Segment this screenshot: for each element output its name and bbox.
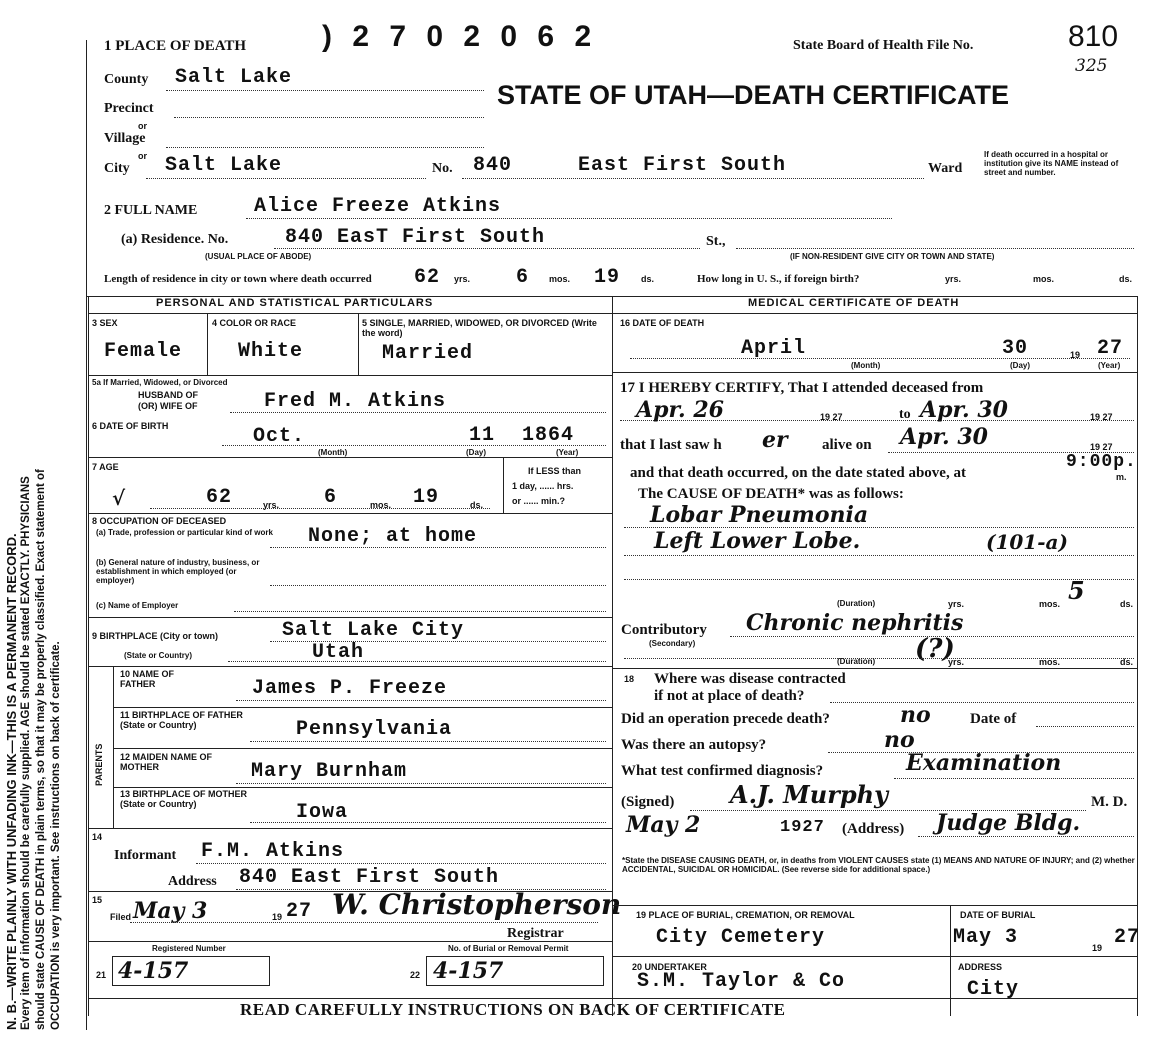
age-ds-label: ds.: [470, 500, 484, 510]
sex-label: 3 SEX: [92, 318, 118, 328]
frame-left-border: [86, 40, 87, 1030]
age-ds: 19: [413, 486, 440, 509]
duration-caption-2: (Duration): [837, 657, 876, 666]
length-ds-label: ds.: [641, 274, 655, 284]
sex-value: Female: [104, 340, 183, 363]
to-label: to: [899, 407, 911, 422]
full-name-label: 2 FULL NAME: [104, 203, 198, 218]
spouse-value: Fred M. Atkins: [264, 390, 447, 413]
father-value: James P. Freeze: [252, 677, 448, 700]
length-residence-label: Length of residence in city or town where death occurred: [104, 273, 372, 285]
marital-label: 5 SINGLE, MARRIED, WIDOWED, OR DIVORCED (Write the word): [362, 318, 597, 338]
father-label: 10 NAME OF FATHER: [120, 669, 175, 689]
filed-label: Filed: [110, 912, 132, 922]
occupation-a: (a) Trade, profession or particular kind of work: [96, 528, 273, 537]
street-no-label: No.: [432, 161, 453, 176]
age-label: 7 AGE: [92, 462, 119, 472]
occupation-c: (c) Name of Employer: [96, 601, 179, 610]
operation-value: no: [900, 702, 931, 728]
duration-ds-value: 5: [1068, 576, 1085, 605]
certify-label: 17 I HEREBY CERTIFY, That I attended deceased from: [620, 380, 984, 396]
duration-mos-2: mos.: [1039, 657, 1061, 667]
length-mos-value: 6: [516, 266, 530, 289]
less-than-a: If LESS than: [528, 466, 582, 476]
test-value: Examination: [906, 750, 1062, 776]
informant-value: F.M. Atkins: [201, 840, 345, 863]
residence-st-label: St.,: [706, 234, 726, 249]
secondary-caption: (Secondary): [649, 639, 696, 648]
mother-value: Mary Burnham: [251, 760, 408, 783]
signed-date: May 2: [626, 812, 701, 838]
death-year-caption: (Year): [1098, 361, 1121, 370]
informant-address-value: 840 East First South: [239, 866, 500, 889]
burial-place-value: City Cemetery: [656, 926, 826, 949]
test-label: What test confirmed diagnosis?: [621, 763, 824, 779]
ward-note: If death occurred in a hospital or institution give its NAME instead of street and number.: [984, 150, 1119, 177]
filed-year: 27: [286, 900, 313, 923]
death-day-caption: (Day): [1010, 361, 1031, 370]
birthplace-city: Salt Lake City: [282, 619, 465, 642]
dob-year-caption: (Year): [556, 448, 579, 457]
signed-label: (Signed): [621, 794, 675, 810]
duration-mos-1: mos.: [1039, 599, 1061, 609]
less-than-c: or ...... min.?: [512, 496, 566, 506]
undertaker-address-value: City: [967, 978, 1020, 1001]
duration-caption-1: (Duration): [837, 599, 876, 608]
county-label: County: [104, 72, 149, 87]
how-long-us-label: How long in U. S., if foreign birth?: [697, 273, 860, 285]
death-month-caption: (Month): [851, 361, 881, 370]
precinct-or: or: [138, 121, 147, 131]
dob-month-caption: (Month): [318, 448, 348, 457]
contributory-value: Chronic nephritis: [746, 610, 964, 636]
occupation-label: 8 OCCUPATION OF DECEASED: [92, 516, 227, 526]
birthplace-label: 9 BIRTHPLACE (City or town): [92, 631, 218, 641]
filed-year-prefix: 19: [272, 912, 283, 922]
contributory-label: Contributory: [621, 622, 707, 638]
attended-from: Apr. 26: [636, 397, 724, 423]
residence-label: (a) Residence. No.: [121, 232, 229, 247]
informant-address-label: Address: [168, 874, 217, 889]
cause-line-1: Lobar Pneumonia: [650, 502, 869, 528]
city-value: Salt Lake: [165, 154, 283, 177]
age-yrs-label: yrs.: [263, 500, 280, 510]
residence-value: 840 EasT First South: [285, 226, 546, 249]
dob-month: Oct.: [253, 425, 306, 448]
burial-permit-label: No. of Burial or Removal Permit: [448, 944, 569, 953]
length-ds-value: 19: [594, 266, 621, 289]
burial-year-prefix: 19: [1092, 943, 1103, 953]
dob-day: 11: [469, 424, 496, 447]
us-ds-label: ds.: [1119, 274, 1133, 284]
death-occurred-label: and that death occurred, on the date stated above, at: [630, 465, 966, 481]
attended-to: Apr. 30: [920, 397, 1008, 423]
birthplace-state-caption: (State or Country): [124, 651, 192, 660]
burial-year-value: 27: [1114, 926, 1141, 949]
cause-code: (101-a): [986, 530, 1068, 554]
death-day: 30: [1002, 337, 1029, 360]
sidebar-line-3: should state CAUSE OF DEATH in plain terms, so that it may be properly classified. Exact statement of: [35, 469, 47, 1030]
item-15: 15: [92, 895, 103, 905]
ward-label: Ward: [928, 161, 963, 176]
registered-number-value: 4-157: [118, 958, 189, 984]
death-year-prefix: 19: [1070, 350, 1081, 360]
registered-number-label: Registered Number: [152, 944, 226, 953]
burial-permit-value: 4-157: [433, 958, 504, 984]
operation-date-label: Date of: [970, 711, 1017, 727]
cause-label: The CAUSE OF DEATH* was as follows:: [638, 486, 904, 502]
cause-footnote: *State the DISEASE CAUSING DEATH, or, in deaths from VIOLENT CAUSES state (1) MEANS AND NATURE OF INJURY; and (2) whether ACCIDENTAL, SUICIDAL OR HOMICIDAL. (See reverse side for additional space.): [622, 856, 1135, 874]
length-mos-label: mos.: [549, 274, 571, 284]
contributory-duration: (?): [915, 634, 955, 664]
full-name-value: Alice Freeze Atkins: [254, 195, 502, 218]
last-saw-label: that I last saw h: [620, 437, 722, 453]
personal-heading: PERSONAL AND STATISTICAL PARTICULARS: [156, 297, 434, 309]
sidebar-line-1: N. B.—WRITE PLAINLY WITH UNFADING INK—THIS IS A PERMANENT RECORD.: [4, 533, 19, 1030]
precinct-label: Precinct: [104, 101, 154, 116]
sidebar-line-2: Every item of information should be carefully supplied. AGE should be stated EXACTLY. PHYSICIANS: [20, 476, 32, 1030]
place-of-death-label: 1 PLACE OF DEATH: [104, 38, 247, 54]
physician-address-label: (Address): [842, 821, 905, 837]
last-saw-fill: er: [762, 427, 788, 453]
certificate-title: STATE OF UTAH—DEATH CERTIFICATE: [497, 80, 1009, 110]
street-no-value: 840: [473, 154, 513, 177]
usual-place-caption: (USUAL PLACE OF ABODE): [205, 252, 312, 261]
age-check: √: [112, 486, 127, 510]
duration-yrs-1: yrs.: [948, 599, 965, 609]
length-yrs-value: 62: [414, 266, 441, 289]
operation-label: Did an operation precede death?: [621, 711, 830, 727]
time-m-label: m.: [1116, 472, 1127, 482]
cause-line-2: Left Lower Lobe.: [654, 528, 861, 554]
last-saw-year: 19 27: [1090, 442, 1113, 452]
color-label: 4 COLOR OR RACE: [212, 318, 297, 328]
q18-line-a: Where was disease contracted: [654, 671, 846, 687]
mother-birthplace-label: 13 BIRTHPLACE OF MOTHER (State or Country): [120, 789, 248, 809]
burial-date-value: May 3: [953, 926, 1019, 949]
undertaker-address-label: ADDRESS: [958, 962, 1003, 972]
father-birthplace-value: Pennsylvania: [296, 718, 453, 741]
item-18: 18: [624, 674, 635, 684]
date-of-death-label: 16 DATE OF DEATH: [620, 318, 705, 328]
board-file-number: 810: [1068, 20, 1119, 53]
county-value: Salt Lake: [175, 66, 293, 89]
md-label: M. D.: [1091, 794, 1128, 810]
occupation-b: (b) General nature of industry, business, or establishment in which employed (or employer): [96, 558, 260, 585]
dob-day-caption: (Day): [466, 448, 487, 457]
burial-place-label: 19 PLACE OF BURIAL, CREMATION, OR REMOVAL: [636, 910, 855, 920]
age-yrs: 62: [206, 486, 233, 509]
age-mos-label: mos.: [370, 500, 392, 510]
occupation-value: None; at home: [308, 525, 478, 548]
last-saw-date: Apr. 30: [900, 424, 988, 450]
length-yrs-label: yrs.: [454, 274, 471, 284]
undertaker-label: 20 UNDERTAKER: [632, 962, 707, 972]
spouse-label-b: HUSBAND OF: [138, 390, 198, 400]
parents-side-label: PARENTS: [94, 743, 104, 786]
street-value: East First South: [578, 154, 787, 177]
less-than-b: 1 day, ...... hrs.: [512, 481, 574, 491]
burial-date-label: DATE OF BURIAL: [960, 910, 1036, 920]
birthplace-state: Utah: [312, 641, 365, 664]
spouse-label-c: (OR) WIFE OF: [138, 401, 198, 411]
duration-yrs-2: yrs.: [948, 657, 965, 667]
dob-label: 6 DATE OF BIRTH: [92, 421, 169, 431]
to-year: 19 27: [1090, 412, 1113, 422]
autopsy-label: Was there an autopsy?: [621, 737, 767, 753]
spouse-label-a: 5a If Married, Widowed, or Divorced: [92, 378, 228, 387]
certificate-number: ) 2 7 0 2 0 6 2: [322, 20, 598, 53]
informant-label: Informant: [114, 848, 177, 863]
death-month: April: [741, 337, 807, 360]
village-label: Village: [104, 131, 146, 146]
signed-year: 1927: [780, 818, 825, 837]
sidebar-line-4: OCCUPATION is very important. See instructions on back of certificate.: [50, 641, 62, 1030]
father-birthplace-label: 11 BIRTHPLACE OF FATHER (State or Country): [120, 710, 243, 730]
duration-ds-2: ds.: [1120, 657, 1134, 667]
q18-line-b: if not at place of death?: [654, 688, 805, 704]
board-file-label: State Board of Health File No.: [793, 38, 974, 53]
board-file-sub: 325: [1075, 56, 1108, 76]
death-year: 27: [1097, 337, 1124, 360]
item-21: 21: [96, 970, 107, 980]
registrar-label: Registrar: [507, 926, 564, 941]
autopsy-value: no: [884, 727, 915, 753]
mother-birthplace-value: Iowa: [296, 801, 349, 824]
filed-date: May 3: [133, 898, 208, 924]
death-time: 9:00p.: [1066, 452, 1137, 472]
marital-value: Married: [382, 342, 474, 365]
city-label: City: [104, 161, 130, 176]
nonresident-caption: (IF NON-RESIDENT GIVE CITY OR TOWN AND STATE): [790, 252, 995, 261]
footer-instructions: READ CAREFULLY INSTRUCTIONS ON BACK OF CERTIFICATE: [240, 1000, 786, 1019]
duration-ds-1: ds.: [1120, 599, 1134, 609]
alive-on-label: alive on: [822, 437, 872, 453]
undertaker-value: S.M. Taylor & Co: [637, 970, 846, 993]
item-14: 14: [92, 832, 103, 842]
dob-year: 1864: [522, 424, 575, 447]
item-22: 22: [410, 970, 421, 980]
village-or: or: [138, 151, 147, 161]
medical-heading: MEDICAL CERTIFICATE OF DEATH: [748, 297, 960, 309]
physician-signature: A.J. Murphy: [730, 780, 889, 809]
age-mos: 6: [324, 486, 338, 509]
registrar-signature: W. Christopherson: [332, 888, 622, 921]
from-year: 19 27: [820, 412, 843, 422]
us-mos-label: mos.: [1033, 274, 1055, 284]
us-yrs-label: yrs.: [945, 274, 962, 284]
sidebar-instructions: [4, 469, 64, 1030]
mother-label: 12 MAIDEN NAME OF MOTHER: [120, 752, 213, 772]
physician-address: Judge Bldg.: [936, 810, 1081, 836]
color-value: White: [238, 340, 304, 363]
